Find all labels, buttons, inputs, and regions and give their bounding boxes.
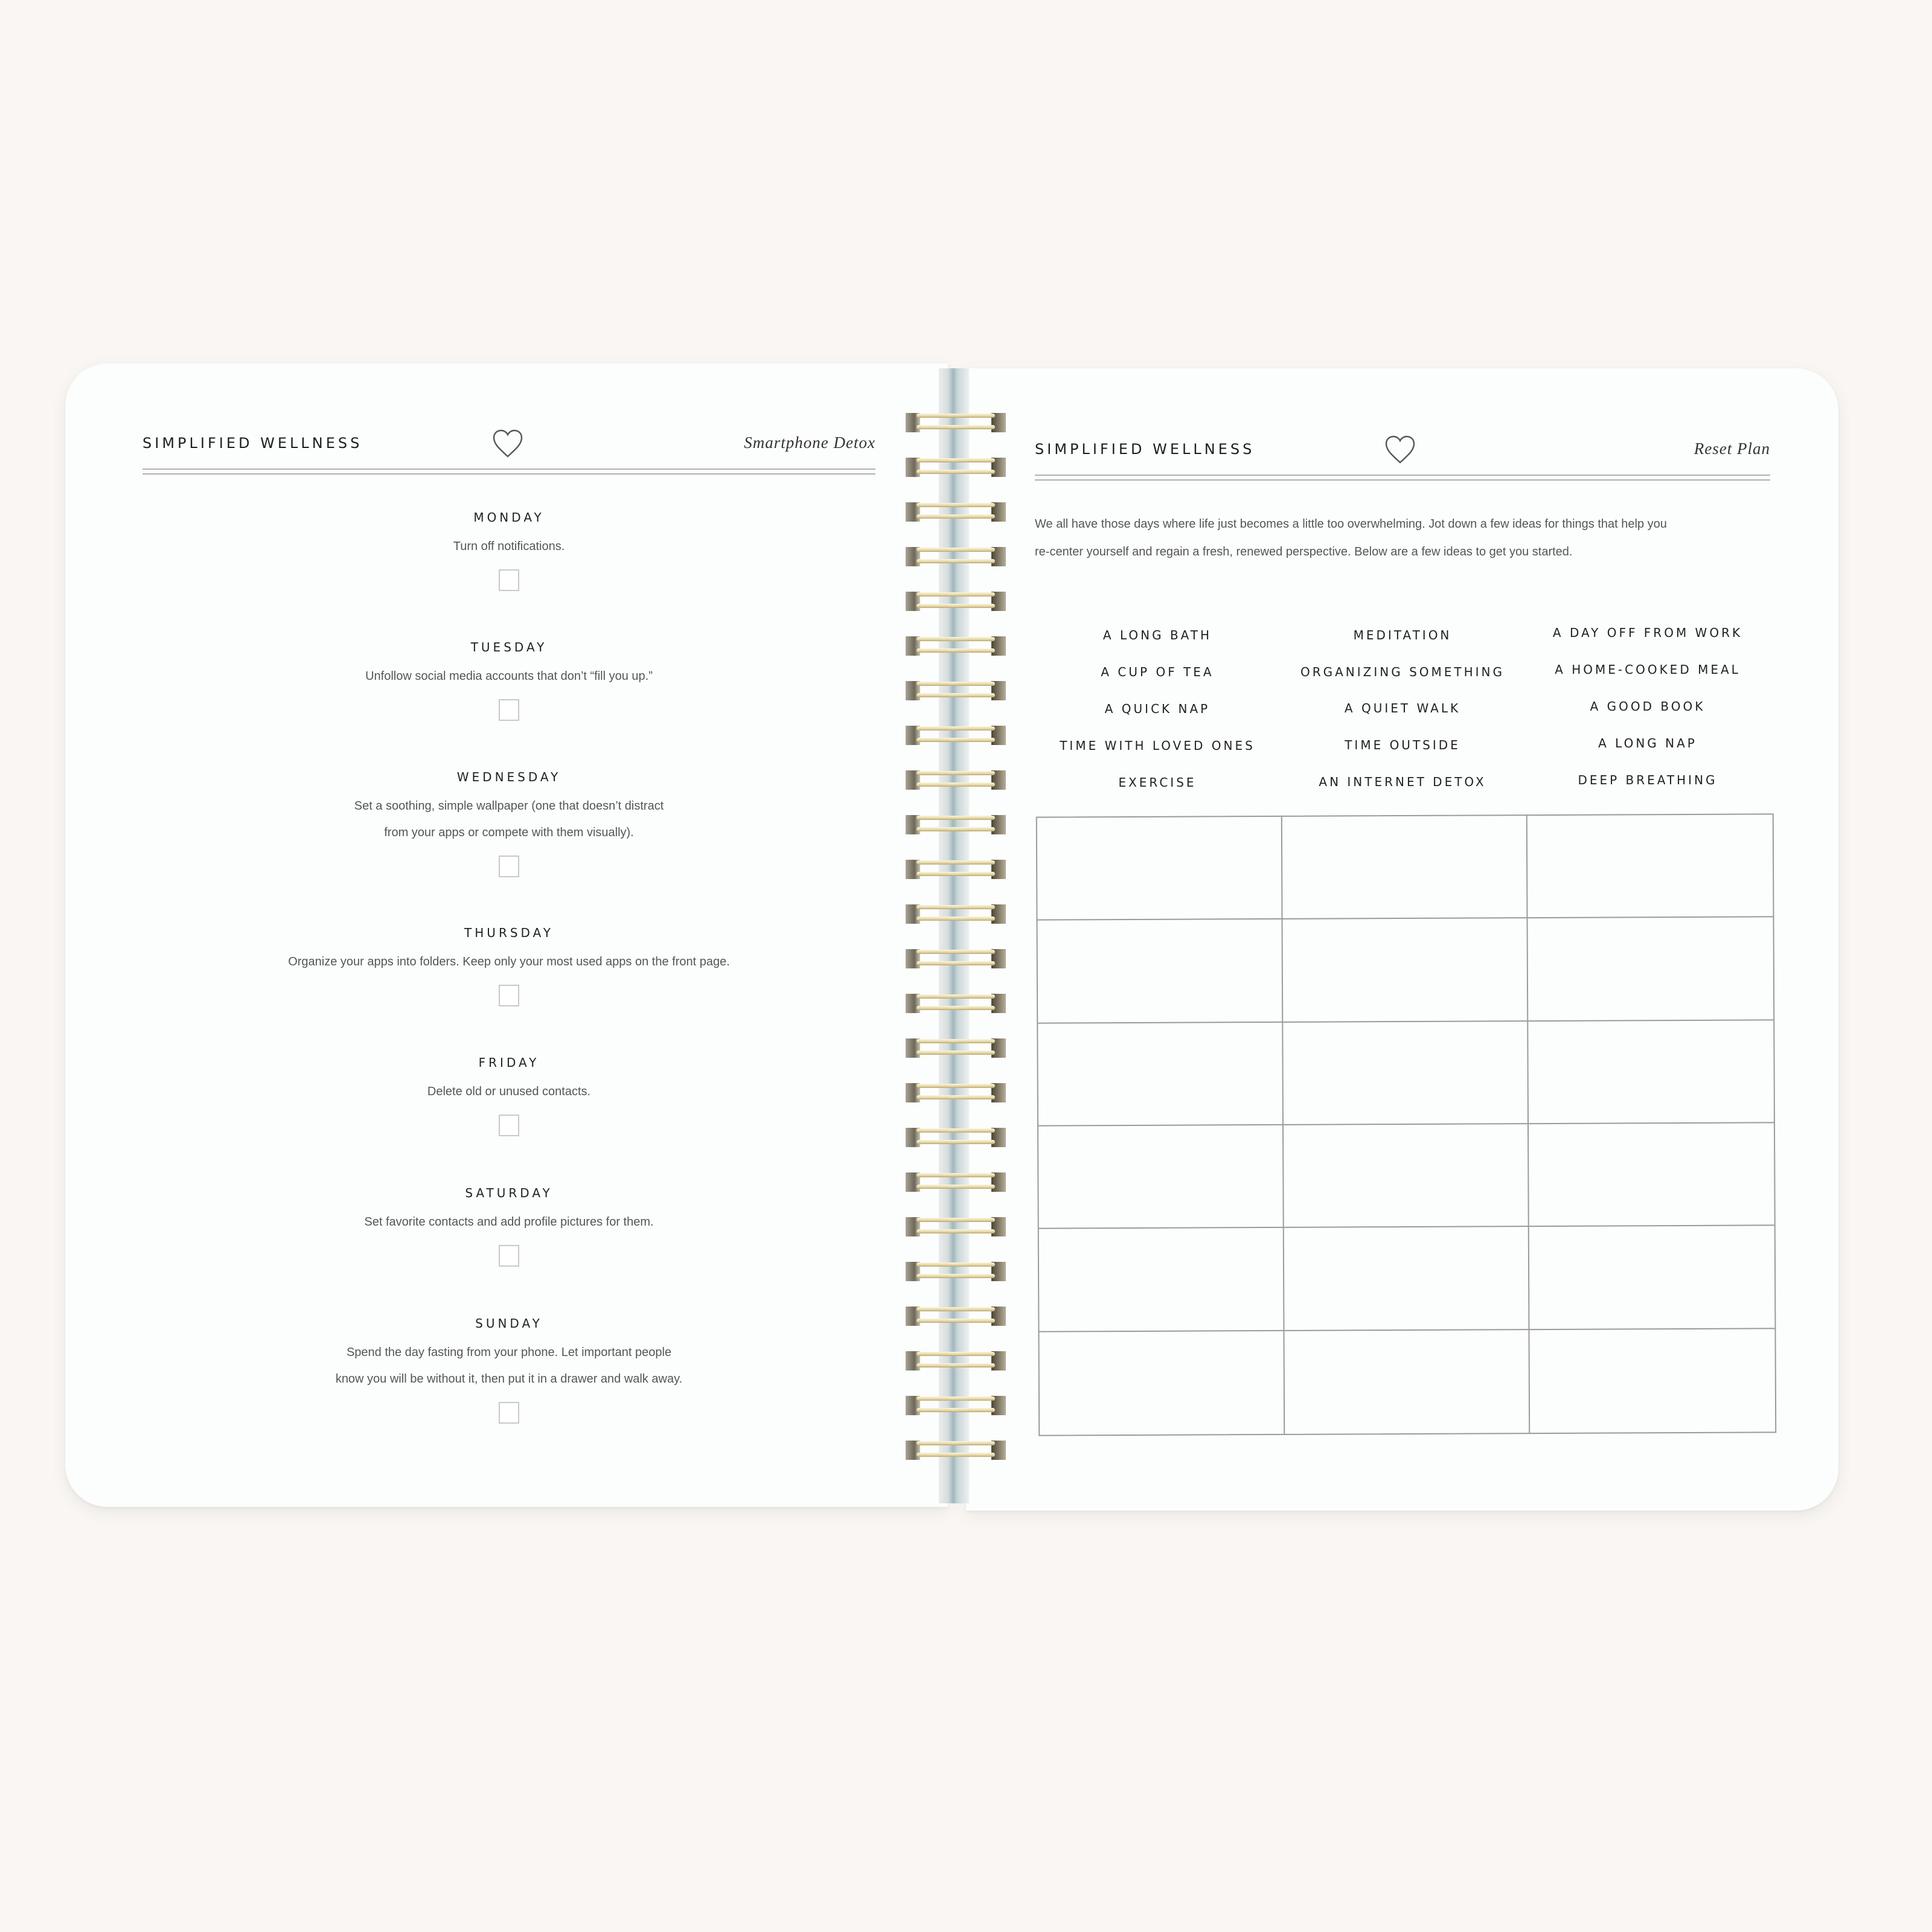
coil-ring <box>904 1349 1007 1373</box>
heart-outline-icon <box>1384 435 1416 465</box>
coil-ring <box>904 1393 1007 1418</box>
idea-item: A QUIET WALK <box>1344 701 1461 715</box>
header-rule <box>142 473 875 475</box>
grid-cell[interactable] <box>1038 1125 1284 1229</box>
day-description: Spend the day fasting from your phone. Let important people know you will be without it, then put it in a drawer and walk away. <box>335 1346 683 1386</box>
header-rule <box>142 469 875 470</box>
idea-item: A DAY OFF FROM WORK <box>1552 625 1743 640</box>
day-description: Set a soothing, simple wallpaper (one that doesn’t distract from your apps or compete with them visually). <box>354 799 664 839</box>
coil-ring <box>904 1081 1007 1105</box>
idea-item: TIME WITH LOVED ONES <box>1060 738 1255 753</box>
grid-cell[interactable] <box>1039 1331 1285 1435</box>
day-name: SATURDAY <box>465 1186 553 1200</box>
grid-cell[interactable] <box>1038 920 1284 1023</box>
day-item-wednesday <box>142 770 875 877</box>
coil-ring <box>904 813 1007 837</box>
day-checkbox[interactable] <box>499 856 519 877</box>
day-item-monday <box>142 510 875 591</box>
coil-ring <box>904 411 1007 435</box>
day-name: WEDNESDAY <box>456 770 561 784</box>
day-description: Organize your apps into folders. Keep only your most used apps on the front page. <box>288 955 730 968</box>
coil-ring <box>904 455 1007 479</box>
grid-cell[interactable] <box>1283 1022 1529 1125</box>
coil-ring <box>904 545 1007 569</box>
day-checkbox[interactable] <box>499 1115 519 1136</box>
day-item-saturday <box>142 1186 875 1267</box>
brand-title: SIMPLIFIED WELLNESS <box>142 435 363 452</box>
coil-ring <box>904 679 1007 703</box>
coil-ring <box>904 991 1007 1016</box>
idea-item: A HOME-COOKED MEAL <box>1555 662 1741 677</box>
grid-cell[interactable] <box>1284 1124 1529 1228</box>
grid-cell[interactable] <box>1038 1023 1284 1127</box>
idea-item: A LONG NAP <box>1598 736 1697 750</box>
grid-cell[interactable] <box>1529 1329 1775 1433</box>
coil-ring <box>904 1259 1007 1284</box>
idea-item: EXERCISE <box>1118 775 1197 790</box>
day-name: TUESDAY <box>470 640 548 654</box>
coil-ring <box>904 634 1007 658</box>
intro-paragraph: We all have those days where life just becomes a little too overwhelming. Jot down a few ideas for things that help you re-center yourself and regain a fresh, renewed perspective. Below are a few ideas to get you started. <box>1035 517 1667 558</box>
day-name: FRIDAY <box>478 1055 540 1070</box>
grid-cell[interactable] <box>1529 1123 1774 1227</box>
day-description: Set favorite contacts and add profile pictures for them. <box>364 1215 654 1229</box>
idea-item: TIME OUTSIDE <box>1345 738 1460 752</box>
header-rule <box>1035 475 1770 476</box>
day-name: SUNDAY <box>475 1316 543 1331</box>
idea-item: MEDITATION <box>1353 628 1452 642</box>
coil-ring <box>904 857 1007 881</box>
grid-cell[interactable] <box>1282 816 1528 920</box>
coil-ring <box>904 1125 1007 1150</box>
coil-ring <box>904 723 1007 747</box>
coil-ring <box>904 768 1007 792</box>
day-item-tuesday <box>142 640 875 721</box>
day-description: Delete old or unused contacts. <box>427 1085 591 1098</box>
grid-cell[interactable] <box>1527 814 1773 918</box>
grid-cell[interactable] <box>1284 1227 1530 1331</box>
coil-ring <box>904 1215 1007 1239</box>
grid-cell[interactable] <box>1037 817 1283 921</box>
idea-item: A CUP OF TEA <box>1101 665 1214 679</box>
idea-item: ORGANIZING SOMETHING <box>1300 665 1505 679</box>
grid-cell[interactable] <box>1529 1226 1775 1330</box>
spiral-binding <box>904 411 1007 1473</box>
coil-ring <box>904 947 1007 971</box>
coil-ring <box>904 1304 1007 1328</box>
day-checkbox[interactable] <box>499 985 519 1006</box>
day-item-thursday <box>142 926 875 1006</box>
right-page-header <box>1035 423 1770 483</box>
coil-ring <box>904 1170 1007 1194</box>
coil-ring <box>904 589 1007 613</box>
idea-item: AN INTERNET DETOX <box>1319 775 1486 789</box>
grid-cell[interactable] <box>1528 1020 1774 1124</box>
coil-ring <box>904 902 1007 926</box>
page-subtitle: Reset Plan <box>1694 440 1770 458</box>
heart-outline-icon <box>491 429 524 459</box>
idea-item: A GOOD BOOK <box>1590 699 1706 714</box>
idea-item: A QUICK NAP <box>1104 702 1211 716</box>
grid-cell[interactable] <box>1528 918 1774 1022</box>
day-checkbox[interactable] <box>499 699 519 721</box>
grid-cell[interactable] <box>1284 1330 1530 1434</box>
header-rule <box>1035 479 1770 481</box>
day-item-friday <box>142 1055 875 1136</box>
day-checkbox[interactable] <box>499 1245 519 1267</box>
grid-cell[interactable] <box>1039 1228 1285 1332</box>
page-subtitle: Smartphone Detox <box>744 433 875 452</box>
day-checkbox[interactable] <box>499 569 519 591</box>
day-checkbox[interactable] <box>499 1402 519 1424</box>
coil-ring <box>904 1036 1007 1060</box>
idea-item: A LONG BATH <box>1102 628 1212 642</box>
grid-cell[interactable] <box>1283 918 1529 1022</box>
left-page-header <box>142 417 875 477</box>
brand-title: SIMPLIFIED WELLNESS <box>1035 441 1255 458</box>
coil-ring <box>904 500 1007 524</box>
day-description: Turn off notifications. <box>453 540 565 553</box>
notes-grid <box>1036 813 1776 1436</box>
idea-item: DEEP BREATHING <box>1578 773 1718 787</box>
day-description: Unfollow social media accounts that don’t “fill you up.” <box>365 670 653 683</box>
day-name: MONDAY <box>473 510 545 525</box>
day-item-sunday <box>142 1316 875 1424</box>
day-name: THURSDAY <box>464 926 554 940</box>
coil-ring <box>904 1438 1007 1462</box>
